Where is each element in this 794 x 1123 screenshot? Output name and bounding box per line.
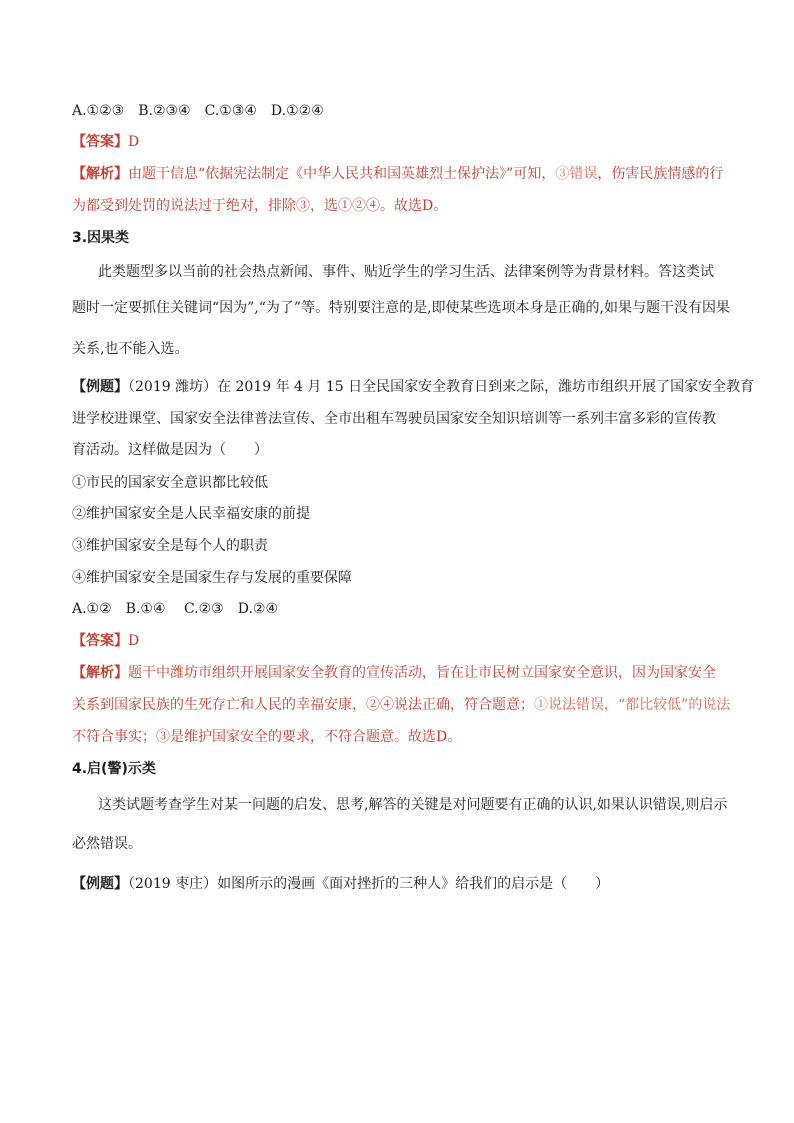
q2-analysis-line-1 (72, 164, 728, 184)
intro-text: 这类试题考查学生对某一问题的启发、思考,解答的关键是对问题要有正确的认识,如果认识错误,则启示 (98, 797, 728, 813)
section3-example-line-1 (72, 377, 755, 397)
analysis-text: 为都受到处罚的说法过于绝对，排除③，选①②④。故选D。 (72, 198, 448, 214)
section3-analysis-line-2 (72, 695, 731, 715)
list-item (72, 504, 728, 524)
answer-value: D (128, 134, 140, 150)
q2-options (72, 101, 728, 121)
list-item (72, 536, 728, 556)
example-text: （2019 潍坊）在 2019 年 4 月 15 日全民国家安全教育日到来之际，潍坊市组织开展了国家安全教育 (128, 379, 755, 395)
example-text: 育活动。这样做是因为（ ） (72, 442, 268, 458)
answer-tag: 【答案】 (72, 633, 128, 649)
list-item (72, 473, 728, 493)
section3-options (72, 599, 728, 619)
section3-intro-line-2 (72, 298, 728, 318)
section3-answer (72, 631, 728, 651)
intro-text: 此类题型多以当前的社会热点新闻、事件、贴近学生的学习生活、法律案例等为背景材料。答这类试 (98, 264, 714, 280)
example-text: （2019 枣庄）如图所示的漫画《面对挫折的三种人》给我们的启示是（ ） (128, 876, 610, 892)
list-item-text: ②维护国家安全是人民幸福安康的前提 (72, 506, 310, 522)
analysis-tag: 【解析】 (72, 665, 128, 681)
list-item-text: ③维护国家安全是每个人的职责 (72, 538, 268, 554)
analysis-text: 题干中潍坊市组织开展国家安全教育的宣传活动，旨在让市民树立国家安全意识，因为国家安全 (128, 665, 716, 681)
section3-example-line-2 (72, 409, 728, 429)
section3-analysis-line-1 (72, 663, 728, 683)
section-heading-text: 3.因果类 (72, 230, 130, 246)
section3-analysis-line-3 (72, 727, 728, 747)
section-heading-3 (72, 228, 728, 248)
list-item (72, 568, 728, 588)
analysis-text: ，伤害民族情感的行 (597, 166, 724, 182)
example-tag: 【例题】 (72, 876, 128, 892)
analysis-text: 关系到国家民族的生死存亡和人民的幸福安康，②④说法正确，符合题意； (72, 697, 534, 713)
section3-intro-line-3 (72, 339, 728, 359)
section3-intro-line-1 (98, 262, 728, 282)
list-item-text: ④维护国家安全是国家生存与发展的重要保障 (72, 570, 352, 586)
intro-text: 题时一定要抓住关键词“因为”,“为了”等。特别要注意的是,即使某些选项本身是正确的,如果与题干没有因果 (72, 300, 730, 316)
answer-value: D (128, 633, 140, 649)
section4-intro-line-2 (72, 834, 728, 854)
analysis-highlight: ③错误 (555, 166, 598, 182)
section3-example-line-3 (72, 440, 728, 460)
example-tag: 【例题】 (72, 379, 128, 395)
analysis-tag: 【解析】 (72, 166, 128, 182)
intro-text: 关系,也不能入选。 (72, 341, 189, 357)
section4-intro-line-1 (98, 795, 728, 815)
section-heading-4 (72, 759, 728, 779)
analysis-text: 不符合事实；③是维护国家安全的要求，不符合题意。故选D。 (72, 729, 462, 745)
list-item-text: ①市民的国家安全意识都比较低 (72, 475, 268, 491)
analysis-text: 由题干信息“依据宪法制定《中华人民共和国英雄烈士保护法》”可知， (128, 166, 556, 182)
intro-text: 必然错误。 (72, 836, 142, 852)
q2-analysis-line-2 (72, 196, 728, 216)
q2-options-text: A.①②③ B.②③④ C.①③④ D.①②④ (72, 103, 324, 119)
section-heading-text: 4.启(警)示类 (72, 761, 156, 777)
q2-answer (72, 132, 728, 152)
options-text: A.①② B.①④ C.②③ D.②④ (72, 601, 278, 617)
example-text: 进学校进课堂、国家安全法律普法宣传、全市出租车驾驶员国家安全知识培训等一系列丰富多彩的宣传教 (72, 411, 716, 427)
answer-tag: 【答案】 (72, 134, 128, 150)
section4-example-line-1 (72, 874, 728, 894)
analysis-highlight: ①说法错误，“都比较低”的说法 (534, 697, 731, 713)
